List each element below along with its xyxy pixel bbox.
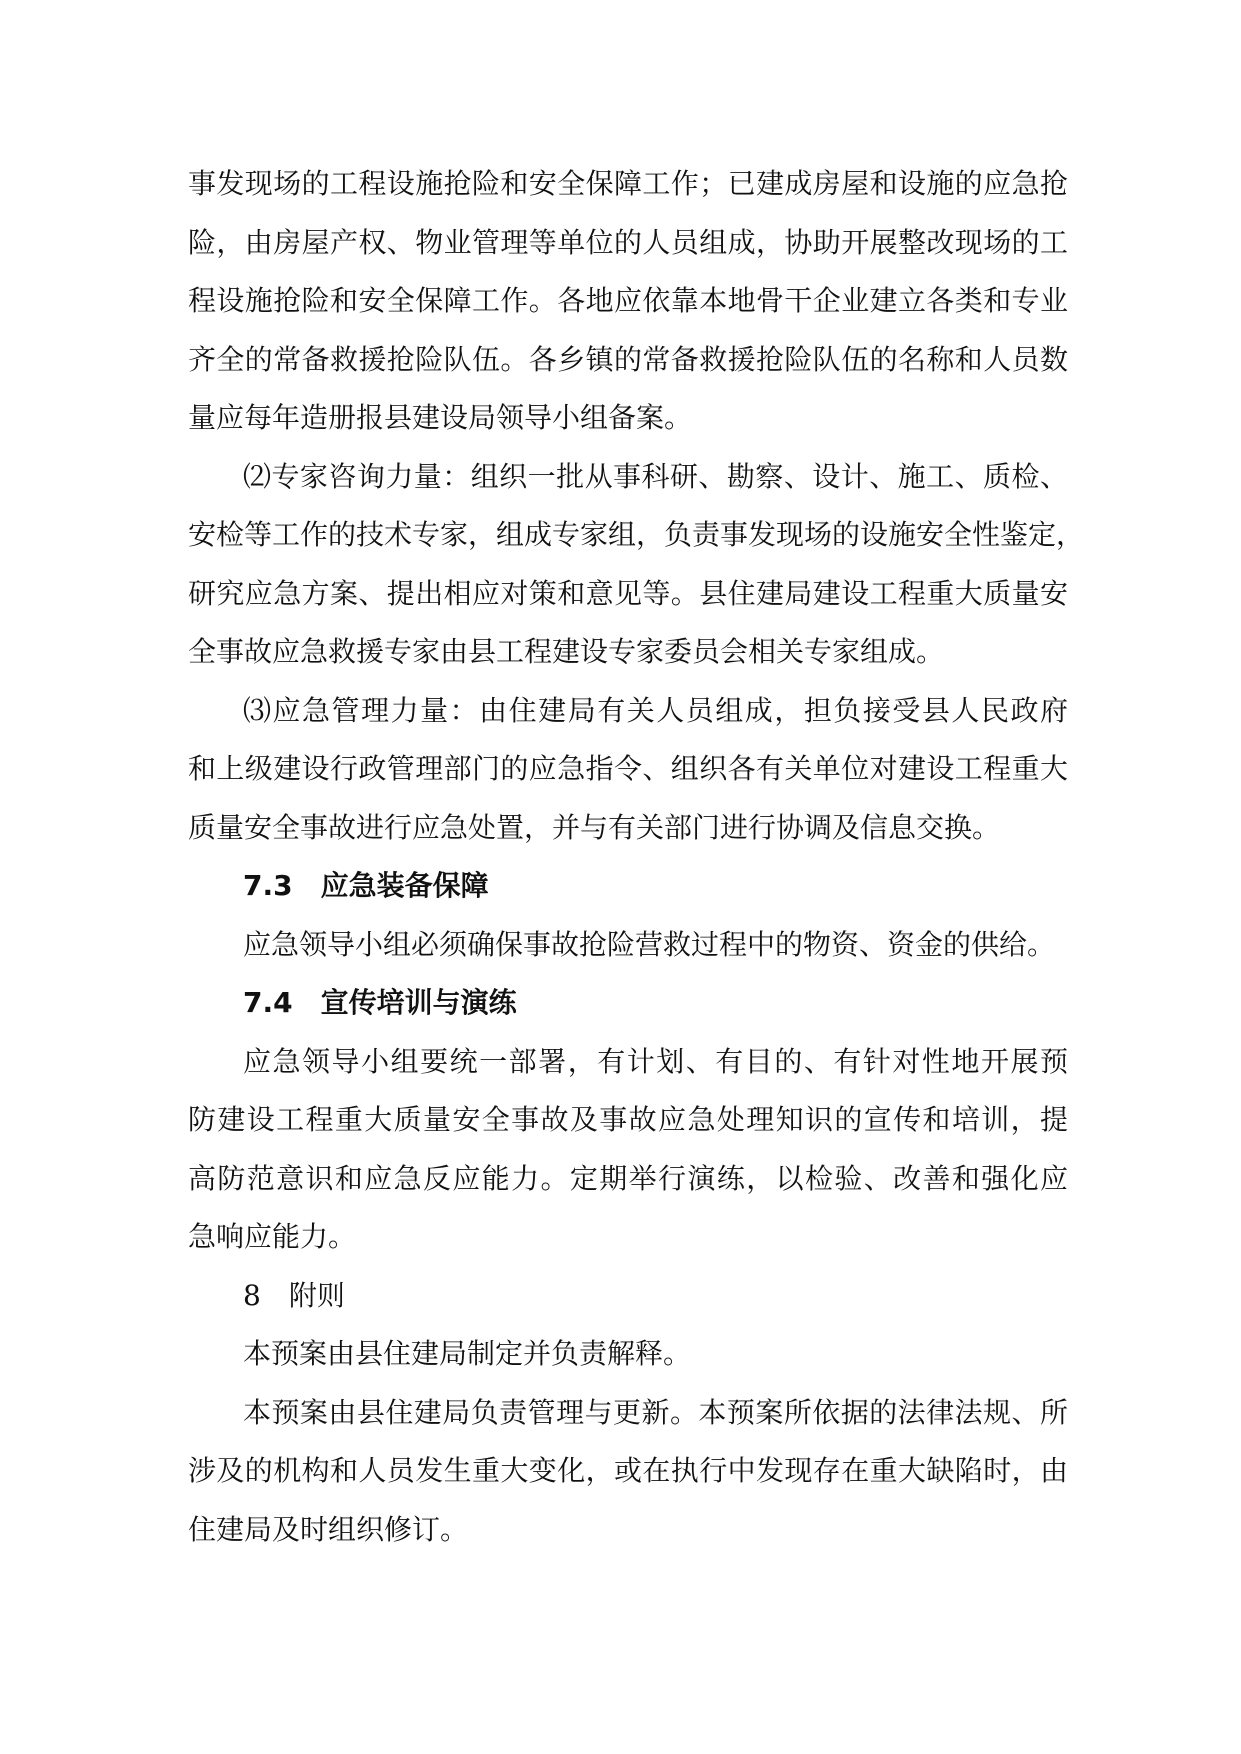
text-line: 全事故应急救援专家由县工程建设专家委员会相关专家组成。 [188, 635, 945, 668]
text-line: 程设施抢险和安全保障工作。各地应依靠本地骨干企业建立各类和专业 [188, 284, 1068, 317]
section-8 [188, 1267, 1068, 1560]
paragraph-emergency-rescue-teams [188, 155, 1068, 448]
text-line: ⑶应急管理力量：由住建局有关人员组成，担负接受县人民政府 [243, 693, 1068, 727]
text-line: 应急领导小组要统一部署，有计划、有目的、有针对性地开展预 [243, 1044, 1068, 1078]
text-line: 涉及的机构和人员发生重大变化，或在执行中发现存在重大缺陷时，由 [188, 1454, 1068, 1487]
text-line: 急响应能力。 [188, 1220, 357, 1253]
text-line: 量应每年造册报县建设局领导小组备案。 [188, 401, 693, 434]
text-line: 防建设工程重大质量安全事故及事故应急处理知识的宣传和培训，提 [188, 1103, 1068, 1136]
text-line: 和上级建设行政管理部门的应急指令、组织各有关单位对建设工程重大 [188, 752, 1068, 785]
text-line: 本预案由县住建局制定并负责解释。 [243, 1337, 692, 1370]
text-line: 住建局及时组织修订。 [188, 1512, 469, 1546]
text-line: 高防范意识和应急反应能力。定期举行演练，以检验、改善和强化应 [188, 1161, 1068, 1195]
text-line: 应急领导小组必须确保事故抢险营救过程中的物资、资金的供给。 [243, 927, 1056, 961]
text-line: 本预案由县住建局负责管理与更新。本预案所依据的法律法规、所 [243, 1395, 1068, 1429]
text-line: 险，由房屋产权、物业管理等单位的人员组成，协助开展整改现场的工 [188, 225, 1068, 259]
paragraph-emergency-management [188, 682, 1068, 858]
text-line: 质量安全事故进行应急处置，并与有关部门进行协调及信息交换。 [188, 810, 1001, 844]
section-7-4 [188, 974, 1068, 1267]
paragraph-expert-consultation [188, 448, 1085, 682]
section-heading: 7.3 应急装备保障 [243, 869, 489, 902]
text-line: 齐全的常备救援抢险队伍。各乡镇的常备救援抢险队伍的名称和人员数 [188, 342, 1068, 376]
text-line: ⑵专家咨询力量：组织一批从事科研、勘察、设计、施工、质检、 [243, 459, 1068, 493]
document-body [188, 155, 1085, 1559]
text-line: 安检等工作的技术专家，组成专家组，负责事发现场的设施安全性鉴定， [188, 518, 1085, 551]
text-line: 研究应急方案、提出相应对策和意见等。县住建局建设工程重大质量安 [188, 576, 1068, 610]
text-line: 事发现场的工程设施抢险和安全保障工作；已建成房屋和设施的应急抢 [188, 167, 1068, 200]
section-heading: 7.4 宣传培训与演练 [243, 986, 517, 1019]
section-heading: 8 附则 [243, 1278, 345, 1312]
section-7-3 [188, 857, 1068, 974]
